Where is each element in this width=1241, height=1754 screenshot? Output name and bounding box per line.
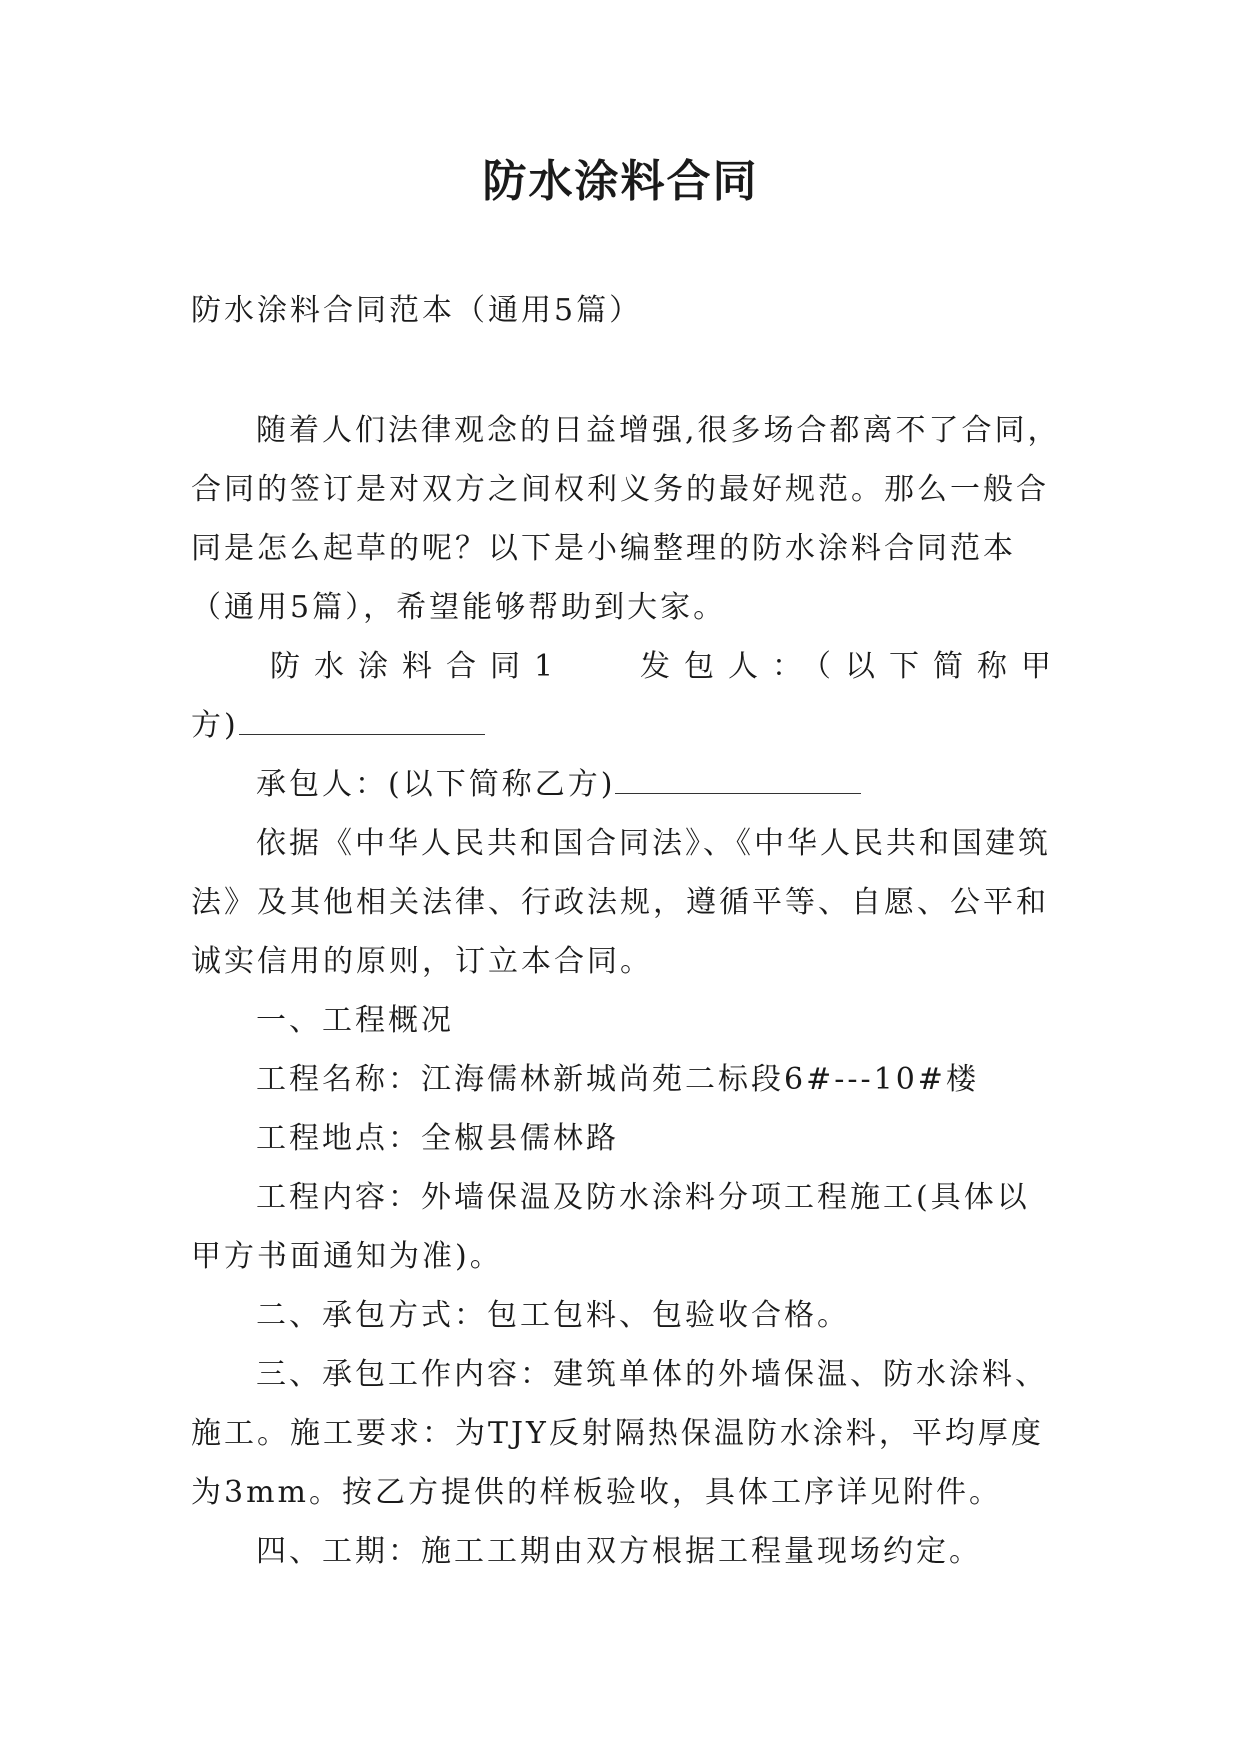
section-heading: 防水涂料合同1 bbox=[270, 649, 568, 684]
party-a-blank bbox=[239, 708, 485, 735]
document-title: 防水涂料合同 bbox=[482, 156, 759, 207]
party-a-label: 方) bbox=[191, 708, 239, 743]
party-b-line bbox=[256, 765, 861, 805]
paragraph-line: 为3mm。按乙方提供的样板验收，具体工序详见附件。 bbox=[191, 1475, 1002, 1510]
paragraph-line: 随着人们法律观念的日益增强,很多场合都离不了合同， bbox=[256, 413, 1061, 448]
party-a-line bbox=[191, 706, 485, 746]
party-b-label: 承包人：(以下简称乙方) bbox=[256, 767, 616, 802]
paragraph-line: 工程名称：江海儒林新城尚苑二标段6#---10#楼 bbox=[256, 1062, 979, 1097]
document-subtitle: 防水涂料合同范本（通用5篇） bbox=[191, 293, 643, 328]
paragraph-line: 法》及其他相关法律、行政法规，遵循平等、自愿、公平和 bbox=[191, 885, 1049, 920]
section-heading: 二、承包方式：包工包料、包验收合格。 bbox=[256, 1298, 850, 1333]
paragraph-line: 工程内容：外墙保温及防水涂料分项工程施工(具体以 bbox=[256, 1180, 1030, 1215]
section-heading: 三、承包工作内容：建筑单体的外墙保温、防水涂料、 bbox=[256, 1357, 1048, 1392]
paragraph-line: 依据《中华人民共和国合同法》、《中华人民共和国建筑 bbox=[256, 826, 1051, 861]
paragraph-line: 工程地点：全椒县儒林路 bbox=[256, 1121, 619, 1156]
section-heading: 四、工期：施工工期由双方根据工程量现场约定。 bbox=[256, 1534, 982, 1569]
paragraph-line: 施工。施工要求：为TJY反射隔热保温防水涂料，平均厚度 bbox=[191, 1416, 1044, 1451]
paragraph-line: 诚实信用的原则，订立本合同。 bbox=[191, 944, 653, 979]
paragraph-line: 同是怎么起草的呢？以下是小编整理的防水涂料合同范本 bbox=[191, 531, 1016, 566]
paragraph-line: 合同的签订是对双方之间权利义务的最好规范。那么一般合 bbox=[191, 472, 1049, 507]
section-heading: 一、工程概况 bbox=[256, 1003, 454, 1038]
paragraph-line: 甲方书面通知为准)。 bbox=[191, 1239, 503, 1274]
paragraph-line: 发包人：（以下简称甲 bbox=[640, 649, 1065, 684]
party-b-blank bbox=[615, 767, 861, 794]
paragraph-line: （通用5篇），希望能够帮助到大家。 bbox=[191, 590, 727, 625]
